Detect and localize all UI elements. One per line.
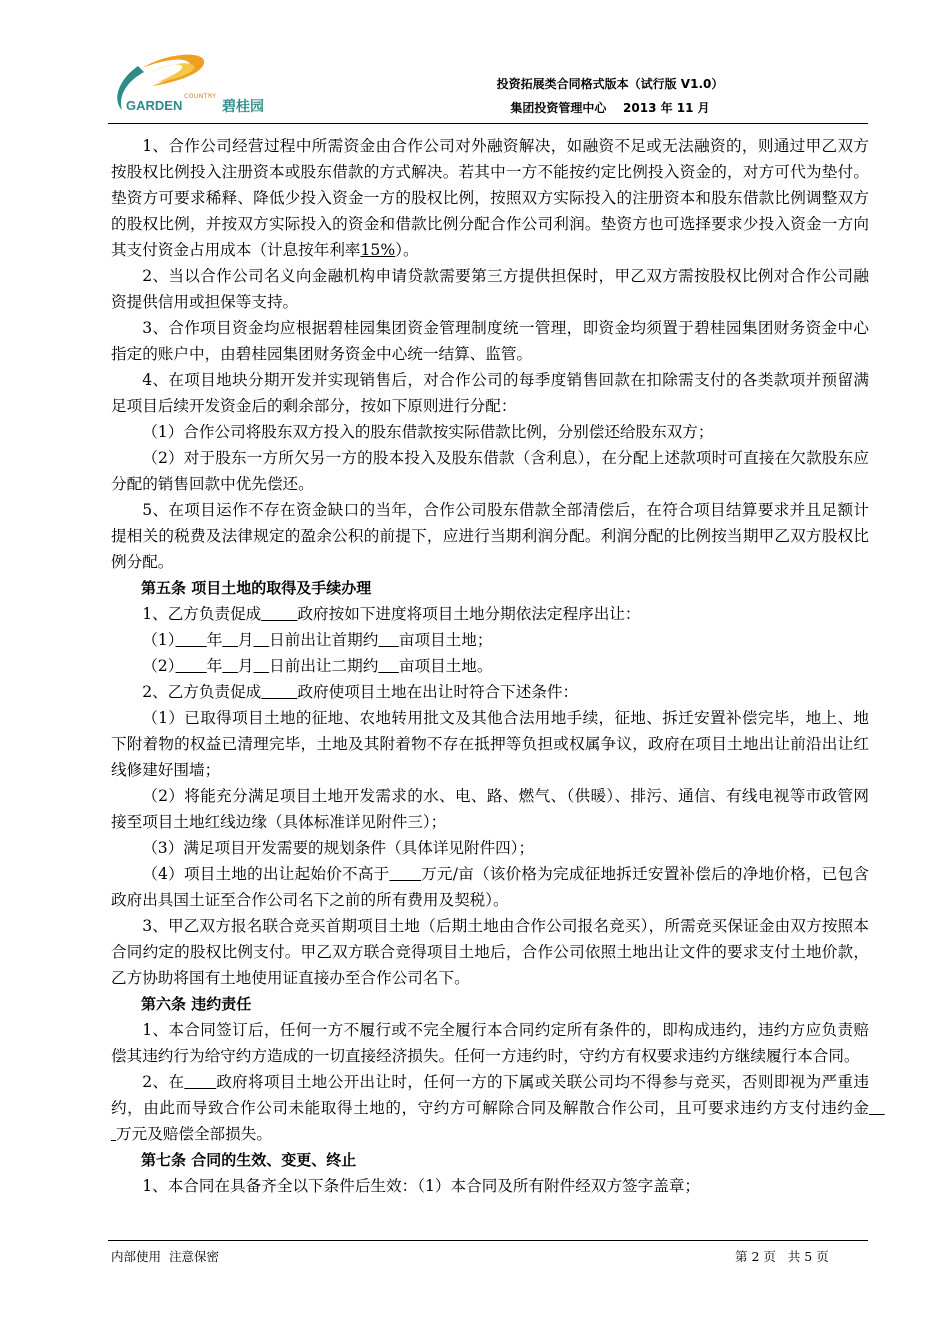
article-5-item-2-2: （2）将能充分满足项目土地开发需求的水、电、路、燃气、（供暖）、排污、通信、有线电视等市政管网接至项目土地红线边缘（具体标准详见附件三）；	[111, 787, 869, 831]
paragraph-fund-management: 3、合作项目资金均应根据碧桂园集团资金管理制度统一管理，即资金均须置于碧桂园集团财务资金中心指定的账户中，由碧桂园集团财务资金中心统一结算、监管。	[111, 319, 869, 363]
article-5-item-2-3: （3）满足项目开发需要的规划条件（具体详见附件四）；	[142, 839, 535, 857]
article-5-item-2: 2、乙方负责促成 政府使项目土地在出让时符合下述条件：	[142, 683, 579, 701]
footer-divider	[108, 1240, 868, 1241]
article-7-title: 第七条 合同的生效、变更、终止	[141, 1151, 357, 1169]
article-5-item-2-4: （4）项目土地的出让起始价不高于 万元/亩（该价格为完成征地拆迁安置补偿后的净地价格，已包含政府出具国土证至合作公司名下之前的所有费用及契税）。	[111, 865, 869, 909]
page-header-info	[460, 72, 760, 120]
paragraph-funding: 1、合作公司经营过程中所需资金由合作公司对外融资解决，如融资不足或无法融资的，则通过甲乙双方按股权比例投入注册资本或股东借款的方式解决。若其中一方不能按约定比例投入资金的，对方可代为垫付。垫资方可要求稀释、降低少投入资金一方的股权比例，按照双方实际投入的注册资本和股东借款比例调整双方的股权比例，并按双方实际投入的资金和借款比例分配合作公司利润。垫资方也可选择要求少投入资金一方向其支付资金占用成本（计息按年利率15%）。	[111, 137, 869, 259]
paragraph-distribution-1: （1）合作公司将股东双方投入的股东借款按实际借款比例，分别偿还给股东双方；	[142, 423, 714, 441]
header-divider	[108, 123, 868, 124]
paragraph-profit: 5、在项目运作不存在资金缺口的当年，合作公司股东借款全部清偿后，在符合项目结算要求并且足额计提相关的税费及法律规定的盈余公积的前提下，应进行当期利润分配。利润分配的比例按当期甲乙双方股权比例分配。	[111, 501, 869, 571]
header-department-date: 集团投资管理中心 2013 年 11 月	[510, 101, 710, 115]
logo-chinese-text: 碧桂园	[222, 99, 264, 115]
paragraph-distribution: 4、在项目地块分期开发并实现销售后，对合作公司的每季度销售回款在扣除需支付的各类款项并预留满足项目后续开发资金后的剩余部分，按如下原则进行分配：	[111, 371, 869, 415]
logo-country-text: COUNTRY	[184, 93, 217, 100]
contract-body	[111, 133, 869, 1199]
paragraph-guarantee: 2、当以合作公司名义向金融机构申请贷款需要第三方提供担保时，甲乙双方需按股权比例对合作公司融资提供信用或担保等支持。	[111, 267, 869, 311]
logo-garden-text: GARDEN	[126, 98, 183, 113]
article-6-title: 第六条 违约责任	[141, 995, 252, 1013]
article-5-title: 第五条 项目土地的取得及手续办理	[141, 579, 372, 597]
article-5-item-1: 1、乙方负责促成 政府按如下进度将项目土地分期依法定程序出让：	[142, 605, 641, 623]
article-6-item-1: 1、本合同签订后，任何一方不履行或不完全履行本合同约定所有条件的，即构成违约，违约方应负责赔偿其违约行为给守约方造成的一切直接经济损失。任何一方违约时，守约方有权要求违约方继续履行本合同。	[111, 1021, 869, 1065]
header-version: 投资拓展类合同格式版本（试行版 V1.0）	[496, 77, 724, 91]
paragraph-distribution-2: （2）对于股东一方所欠另一方的股本投入及股东借款（含利息），在分配上述款项时可直接在欠款股东应分配的销售回款中优先偿还。	[111, 449, 869, 493]
article-6-item-2: 2、在 政府将项目土地公开出让时，任何一方的下属或关联公司均不得参与竞买，否则即视为严重违约，由此而导致合作公司未能取得土地的，守约方可解除合同及解散合作公司，且可要求违约方支付违约金 万元及赔偿全部损失。	[111, 1073, 869, 1143]
article-7-item-1: 1、本合同在具备齐全以下条件后生效：（1）本合同及所有附件经双方签字盖章；	[142, 1177, 701, 1195]
footer-page-number: 第 2 页 共 5 页	[735, 1249, 829, 1264]
article-5-item-3: 3、甲乙双方报名联合竞买首期项目土地（后期土地由合作公司报名竞买），所需竞买保证金由双方按照本合同约定的股权比例支付。甲乙双方联合竞得项目土地后，合作公司依照土地出让文件的要求支付土地价款，乙方协助将国有土地使用证直接办至合作公司名下。	[111, 917, 869, 987]
footer-confidential: 内部使用 注意保密	[111, 1249, 219, 1264]
article-5-item-1-1: （1） 年 月 日前出让首期约 亩项目土地；	[142, 631, 493, 649]
article-5-item-2-1: （1）已取得项目土地的征地、农地转用批文及其他合法用地手续，征地、拆迁安置补偿完毕，地上、地下附着物的权益已清理完毕，土地及其附着物不存在抵押等负担或权属争议，政府在项目土地出让前沿出让红线修建好围墙；	[111, 709, 869, 779]
article-5-item-1-2: （2） 年 月 日前出让二期约 亩项目土地。	[142, 657, 493, 675]
